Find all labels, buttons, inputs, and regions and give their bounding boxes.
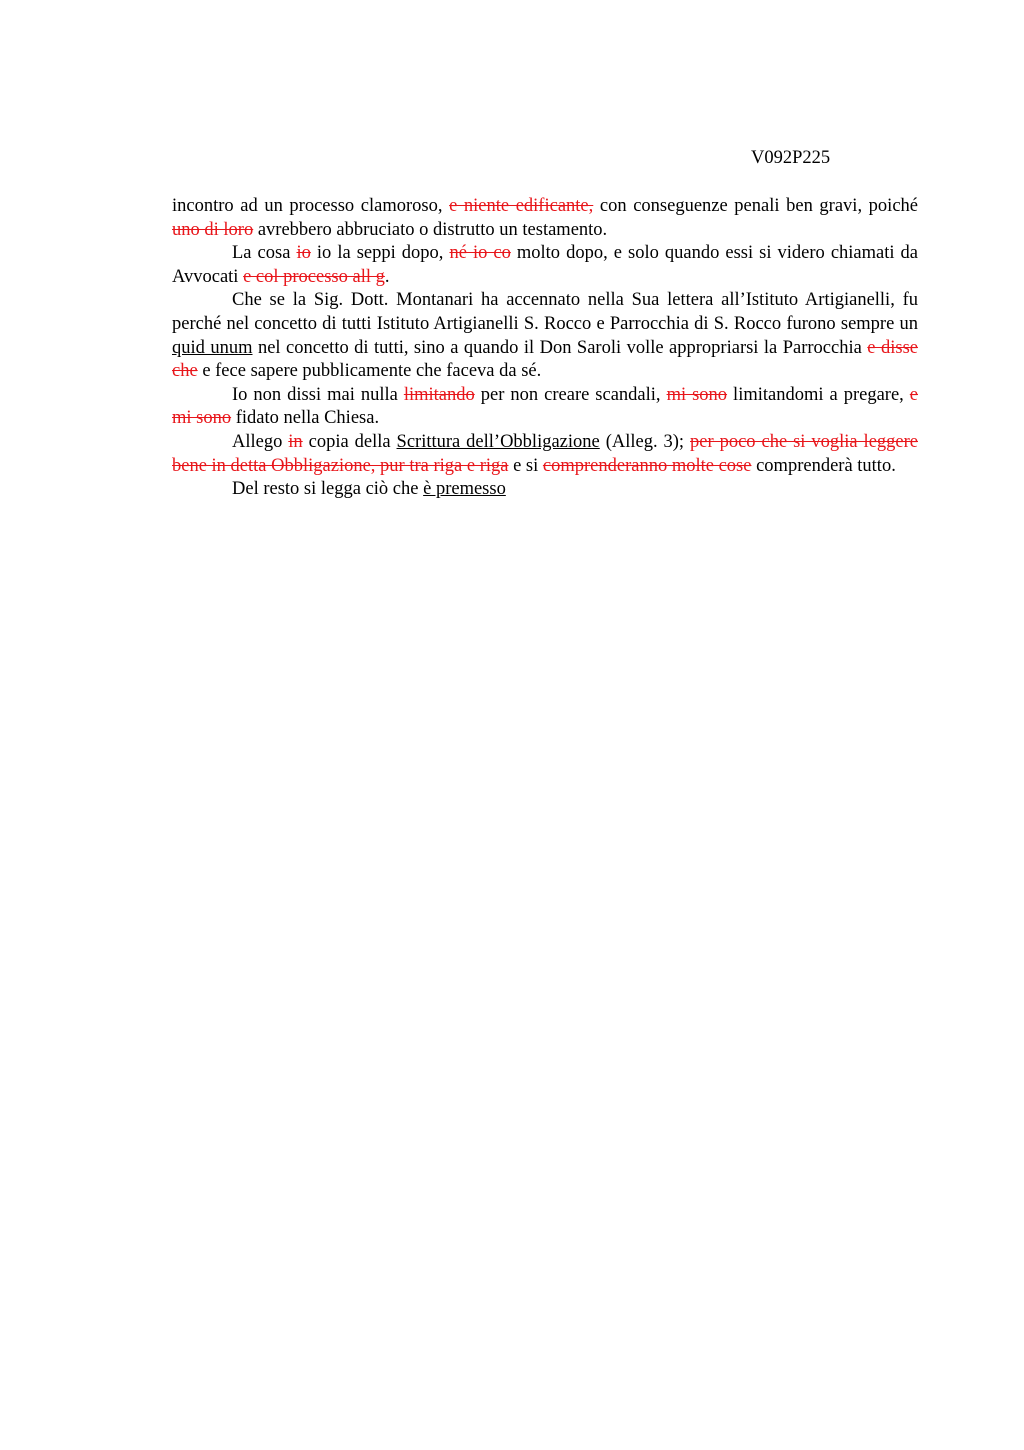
text-segment: per non creare scandali, [474,384,667,405]
deleted-text: e disse che [172,337,918,382]
text-segment: molto dopo, e solo quando essi si videro chiamati da Avvocati [172,243,919,287]
text-segment: nel concetto di tutti, sino a quando il Don Saroli volle appropriarsi la Parrocchia [252,337,868,358]
paragraph [172,384,918,431]
text-segment: comprenderà tutto. [751,455,896,476]
deleted-text: e col processo all g [243,266,385,287]
text-segment: limitandomi a pregare, [727,384,910,405]
paragraph [172,289,918,383]
deleted-text: né io co [449,243,511,264]
deleted-text: uno di loro [172,219,254,240]
text-segment: (Alleg. 3); [599,431,691,452]
text-segment: incontro ad un processo clamoroso, [172,196,450,216]
text-segment: io la seppi dopo, [310,243,450,264]
deleted-text: mi sono [666,384,728,405]
paragraph [172,195,918,242]
deleted-text: e mi sono [172,384,919,429]
text-segment: Allego [232,431,289,452]
deleted-text: io [296,243,311,264]
text-segment: . [384,266,390,287]
text-segment: Io non dissi mai nulla [232,384,404,405]
underlined-text: è premesso [423,479,506,500]
text-segment: fidato nella Chiesa. [231,408,380,429]
text-segment: e si [508,455,543,476]
paragraph [172,431,918,478]
text-segment: avrebbero abbruciato o distrutto un testamento. [253,219,608,240]
text-segment: e fece sapere pubblicamente che faceva da sé. [197,361,542,382]
text-segment: con conseguenze penali ben gravi, poiché [593,196,918,216]
deleted-text: in [288,431,303,452]
deleted-text: e niente edificante, [449,196,594,216]
underlined-text: quid unum [172,337,253,358]
deleted-text: limitando [403,384,475,405]
paragraph [172,478,918,502]
text-segment: Del resto si legga ciò che [232,479,424,500]
page-identifier: V092P225 [751,148,831,168]
deleted-text: comprenderanno molte cose [542,455,752,476]
letter-body [172,195,918,502]
text-segment: copia della [302,431,397,452]
underlined-text: Scrittura dell’Obbligazione [396,431,600,452]
text-segment: Che se la Sig. Dott. Montanari ha accennato nella Sua lettera all’Istituto Artigianelli, fu perché nel concetto di tutti Istituto Artigianelli S. Rocco e Parrocchia di S. Rocco furono sempre un [172,290,918,334]
paragraph [172,242,918,289]
text-segment: La cosa [232,243,297,264]
deleted-text: per poco che si voglia leggere bene in detta Obbligazione, pur tra riga e riga [172,431,918,476]
